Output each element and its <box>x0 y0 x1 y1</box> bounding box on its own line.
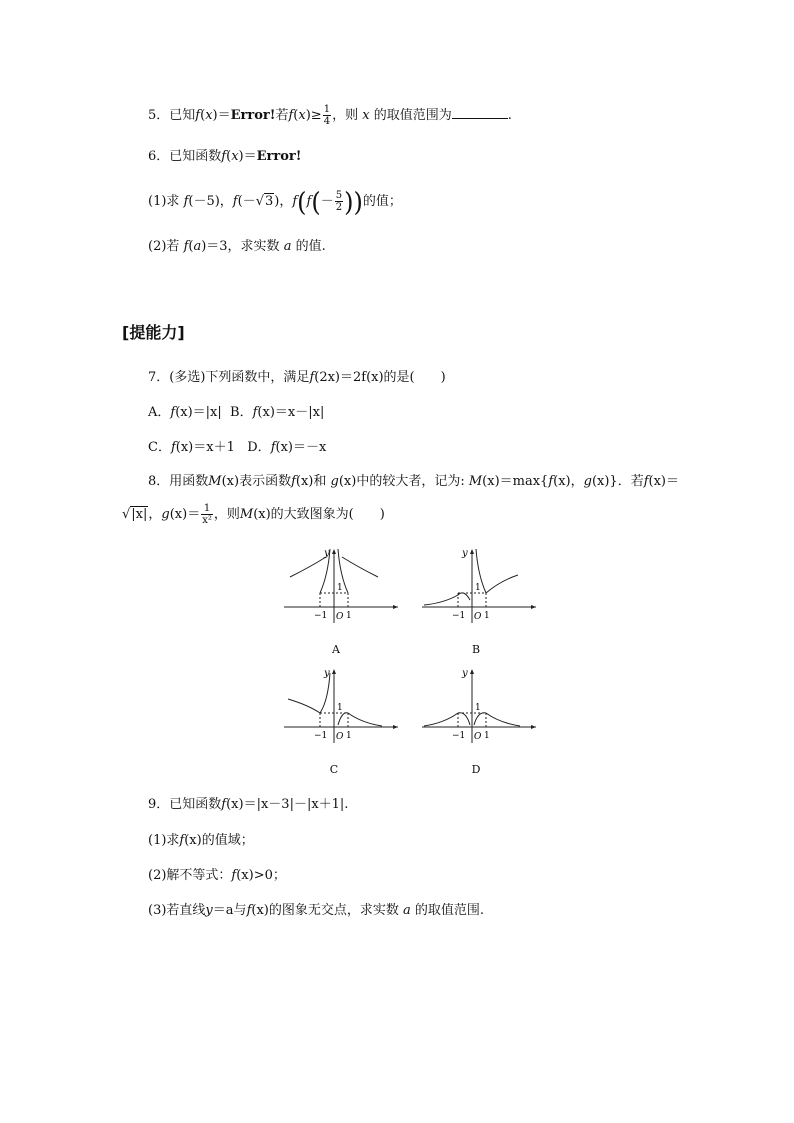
svg-text:O: O <box>336 732 344 742</box>
q8-fraction: $\frac{1}{\text{x²}}$ <box>202 503 212 526</box>
svg-text:1: 1 <box>337 703 343 713</box>
graph-a <box>282 545 402 625</box>
q5-fraction: $\frac{1}{4}$ <box>323 104 331 127</box>
question-9: 9．已知函数f(x)＝|x－3|－|x＋1|. <box>148 797 349 812</box>
question-9-part-3: (3)若直线y＝a与f(x)的图象无交点，求实数 a 的取值范围. <box>148 903 485 918</box>
q5-number: 5． <box>148 108 170 123</box>
question-9-part-2: (2)解不等式：f(x)>0； <box>148 868 286 883</box>
graph-a-label: A <box>332 643 340 656</box>
question-6-part-1: (1)求 f(－5)，f(－√3)，f(f(－ $\frac{5}{2}$ ))的值； <box>148 186 402 217</box>
question-8-line-1: 8．用函数M(x)表示函数f(x)和 g(x)中的较大者，记为: M(x)＝max{f(x)，g(x)}．若f(x)＝ <box>148 474 679 489</box>
svg-text:1: 1 <box>475 703 481 713</box>
option-a: A． <box>148 405 171 420</box>
svg-text:1: 1 <box>337 583 343 593</box>
svg-text:y: y <box>324 668 330 679</box>
question-7-options-cd: C．f(x)＝x＋1 D．f(x)＝－x <box>148 440 327 455</box>
question-7: 7．(多选)下列函数中，满足f(2x)＝2f(x)的是( ) <box>148 370 446 385</box>
sqrt-abs-x: √|x| <box>122 507 148 522</box>
option-b: B． <box>230 405 253 420</box>
question-6: 6．已知函数f(x)＝Error! <box>148 149 302 164</box>
question-7-options-ab: A．f(x)＝|x| B．f(x)＝x－|x| <box>148 405 325 420</box>
svg-text:y: y <box>462 548 468 559</box>
section-title: [提能力] <box>122 323 185 342</box>
svg-text:1: 1 <box>484 611 490 621</box>
question-5: 5．已知f(x)＝Error!若f(x)≥ $\frac{1}{4}$ ，则 x 的取值范围为 . <box>148 104 512 127</box>
question-8-line-2: √|x|，g(x)＝ $\frac{1}{\text{x²}}$ ，则M(x)的大致图象为( ) <box>122 503 385 526</box>
graph-c-label: C <box>329 763 339 776</box>
svg-text:1: 1 <box>346 611 352 621</box>
svg-text:O: O <box>474 732 482 742</box>
svg-text:−1: −1 <box>314 611 328 621</box>
svg-text:1: 1 <box>346 731 352 741</box>
sqrt-3: √3 <box>255 194 274 209</box>
graph-c <box>282 665 402 745</box>
q6-fraction: $\frac{5}{2}$ <box>335 190 343 213</box>
question-6-part-2: (2)若 f(a)＝3，求实数 a 的值. <box>148 239 326 254</box>
option-d: D． <box>247 440 271 455</box>
graph-d <box>420 665 540 745</box>
graph-b-label: B <box>471 643 481 656</box>
svg-text:1: 1 <box>475 583 481 593</box>
svg-text:O: O <box>336 612 344 622</box>
svg-text:O: O <box>474 612 482 622</box>
q6-error-text: Error! <box>256 149 302 164</box>
graph-d-label: D <box>471 763 481 776</box>
svg-text:1: 1 <box>484 731 490 741</box>
svg-text:−1: −1 <box>452 611 466 621</box>
svg-text:−1: −1 <box>314 731 328 741</box>
graph-b <box>420 545 540 625</box>
svg-text:y: y <box>462 668 468 679</box>
svg-text:−1: −1 <box>452 731 466 741</box>
y-axis-label: y <box>324 548 330 559</box>
question-9-part-1: (1)求f(x)的值域； <box>148 833 254 848</box>
option-c: C． <box>148 440 171 455</box>
answer-blank <box>452 106 508 119</box>
q5-error-text: Error! <box>230 108 276 123</box>
